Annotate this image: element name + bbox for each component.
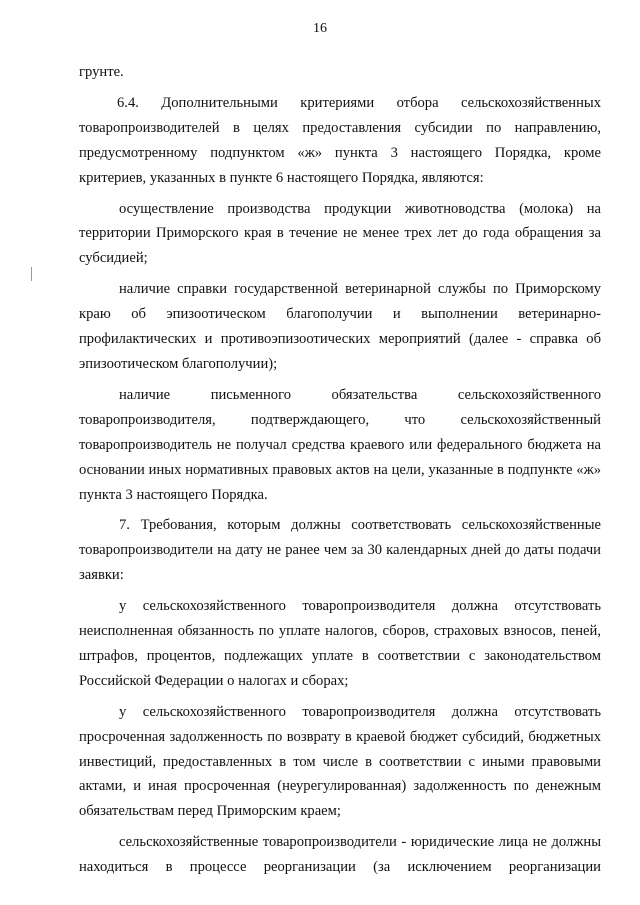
margin-mark: [31, 267, 32, 281]
paragraph-6-4: 6.4. Дополнительными критериями отбора сельскохозяйственных товаропроизводителей в целях предоставления субсидии по направлению, предусмотренному подпунктом «ж» пункта 3 настоящего Порядка, кроме критериев, указанных в пункте 6 настоящего Порядка, являются:: [79, 94, 601, 186]
paragraph-criterion-obligation: наличие письменного обязательства сельскохозяйственного товаропроизводителя, подтверждающего, что сельскохозяйственный товаропроизводитель не получал средства краевого или федерального бюджета на основании иных нормативных правовых актов на цели, указанные в подпункте «ж» пункта 3 настоящего Порядка.: [79, 386, 601, 503]
document-body: [79, 60, 601, 880]
paragraph-requirement-debt: у сельскохозяйственного товаропроизводителя должна отсутствовать просроченная задолженность по возврату в краевой бюджет субсидий, бюджетных инвестиций, предоставленных в том числе в соответствии с иными правовыми актами, и иная просроченная (неурегулированная) задолженность по денежным обязательствам перед Приморским краем;: [79, 703, 601, 820]
paragraph-requirement-reorganization: сельскохозяйственные товаропроизводители - юридические лица не должны находиться в процессе реорганизации (за исключением реорганизации: [79, 834, 601, 876]
page-number: 16: [313, 21, 327, 36]
paragraph-7: 7. Требования, которым должны соответствовать сельскохозяйственные товаропроизводители на дату не ранее чем за 30 календарных дней до даты подачи заявки:: [79, 517, 601, 584]
paragraph-criterion-veterinary: наличие справки государственной ветеринарной службы по Приморскому краю об эпизоотическом благополучии и выполнении ветеринарно-профилактических и противоэпизоотических мероприятий (далее - справка об эпизоотическом благополучии);: [79, 281, 601, 372]
paragraph-requirement-taxes: у сельскохозяйственного товаропроизводителя должна отсутствовать неисполненная обязанность по уплате налогов, сборов, страховых взносов, пеней, штрафов, процентов, подлежащих уплате в соответствии с законодательством Российской Федерации о налогах и сборах;: [79, 598, 601, 689]
paragraph-continuation: грунте.: [79, 64, 124, 80]
paragraph-criterion-production: осуществление производства продукции животноводства (молока) на территории Приморского края в течение не менее трех лет до года обращения за субсидией;: [79, 200, 601, 267]
